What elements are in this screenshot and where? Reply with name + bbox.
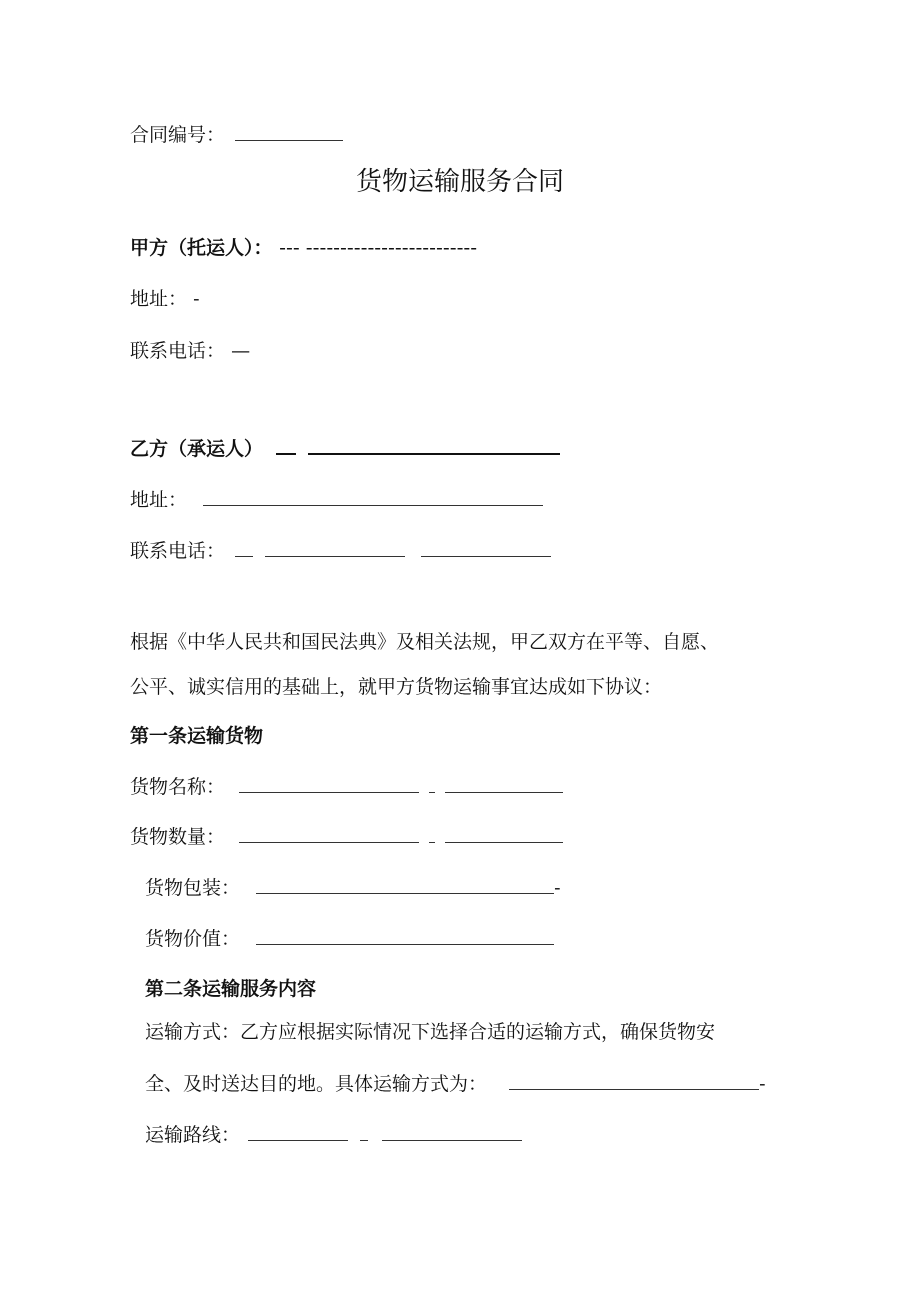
party-b-phone-row [130, 538, 551, 564]
party-b-row [130, 436, 560, 462]
goods-packaging-label: 货物包装： [145, 877, 241, 899]
party-a-address-value: - [193, 288, 200, 310]
party-b-address-blank[interactable] [203, 489, 543, 506]
goods-value-blank[interactable] [256, 928, 554, 945]
goods-value-label: 货物价值： [145, 928, 241, 950]
party-a-filler: --- ------------------------- [279, 237, 478, 259]
goods-value-row [145, 926, 554, 952]
party-a-address-row [130, 286, 199, 312]
party-a-label: 甲方（托运人）： [130, 237, 273, 259]
document-title: 货物运输服务合同 [355, 167, 564, 197]
intro-line-2: 公平、诚实信用的基础上，就甲方货物运输事宜达成如下协议： [130, 676, 663, 698]
goods-quantity-row [130, 824, 563, 850]
party-b-phone-blank-1[interactable] [235, 540, 253, 557]
party-b-blank-short[interactable] [276, 437, 296, 455]
contract-number-label: 合同编号： [130, 124, 226, 146]
party-b-address-row [130, 487, 543, 513]
party-a-row [130, 235, 477, 261]
party-b-phone-blank-2[interactable] [265, 540, 405, 557]
goods-name-label: 货物名称： [130, 776, 226, 798]
party-b-address-label: 地址： [130, 489, 188, 511]
party-a-phone-value: — [231, 340, 251, 362]
transport-method-line-2: 全、及时送达目的地。具体运输方式为： [145, 1073, 488, 1095]
transport-route-blank-3[interactable] [382, 1124, 522, 1141]
transport-route-blank-2[interactable] [360, 1124, 368, 1141]
transport-route-row [145, 1122, 522, 1148]
transport-method-suffix: - [759, 1073, 766, 1095]
goods-quantity-label: 货物数量： [130, 826, 226, 848]
party-a-address-label: 地址： [130, 288, 188, 310]
goods-name-blank-2[interactable] [429, 776, 435, 793]
party-b-blank[interactable] [308, 437, 560, 455]
goods-name-blank-3[interactable] [445, 776, 563, 793]
party-b-phone-blank-3[interactable] [421, 540, 551, 557]
goods-packaging-blank[interactable] [256, 877, 554, 894]
goods-quantity-blank-2[interactable] [429, 826, 435, 843]
contract-number-row [130, 122, 343, 148]
transport-route-label: 运输路线： [145, 1124, 241, 1146]
goods-packaging-suffix: - [554, 877, 561, 899]
goods-name-blank-1[interactable] [239, 776, 419, 793]
intro-line-1: 根据《中华人民共和国民法典》及相关法规，甲乙双方在平等、自愿、 [130, 631, 720, 653]
party-a-phone-label: 联系电话： [130, 340, 226, 362]
goods-name-row [130, 774, 563, 800]
party-a-phone-row [130, 338, 250, 364]
article-1-heading: 第一条运输货物 [130, 725, 264, 747]
party-b-label: 乙方（承运人） [130, 438, 264, 460]
transport-method-row-2 [145, 1071, 765, 1097]
transport-route-blank-1[interactable] [248, 1124, 348, 1141]
contract-number-blank[interactable] [235, 124, 343, 141]
article-2-heading: 第二条运输服务内容 [145, 978, 317, 1000]
party-b-phone-label: 联系电话： [130, 540, 226, 562]
goods-quantity-blank-1[interactable] [239, 826, 419, 843]
transport-method-blank[interactable] [509, 1073, 759, 1090]
goods-packaging-row [145, 875, 560, 901]
goods-quantity-blank-3[interactable] [445, 826, 563, 843]
transport-method-line-1: 运输方式：乙方应根据实际情况下选择合适的运输方式，确保货物安 [145, 1021, 716, 1043]
